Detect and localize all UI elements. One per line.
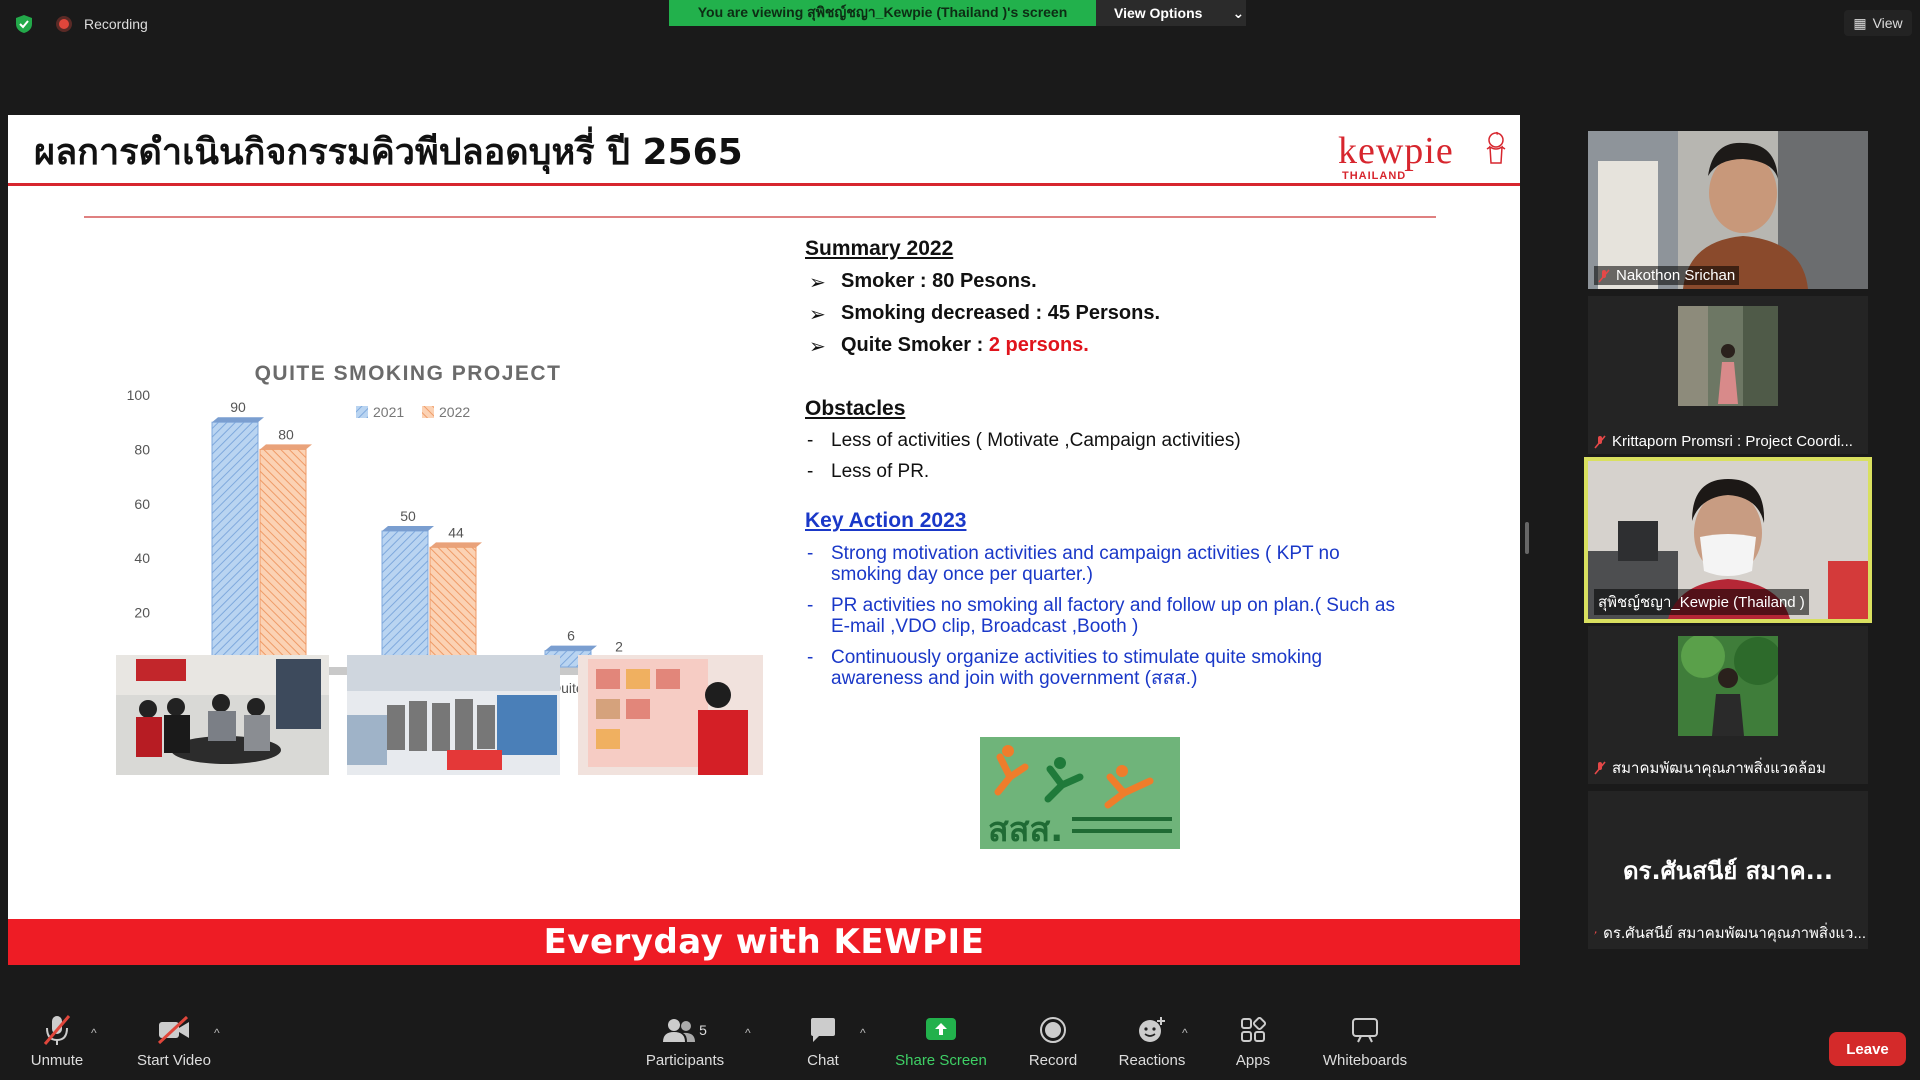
bar-value-label: 90 xyxy=(230,399,246,416)
bar-top-2021 xyxy=(382,526,434,531)
muted-mic-icon xyxy=(1594,435,1606,449)
whiteboard-icon xyxy=(1351,1017,1379,1043)
y-axis xyxy=(127,387,151,675)
content-divider xyxy=(84,216,1436,218)
bar-2021 xyxy=(212,422,258,667)
bar-top-2021 xyxy=(545,646,597,651)
key-action-title: Key Action 2023 xyxy=(805,509,967,532)
view-options-label: View Options xyxy=(1114,5,1203,21)
key-action-item: - Strong motivation activities and campaign activities ( KPT no smoking day once per quarter.) xyxy=(807,543,1340,585)
bar-value-label: 80 xyxy=(278,426,294,443)
summary-panel xyxy=(805,237,1485,689)
bar-2022 xyxy=(260,449,306,667)
key-action-item: - Continuously organize activities to stimulate quite smoking awareness and join with government (สสส.) xyxy=(807,647,1323,689)
security-shield-icon[interactable] xyxy=(14,14,34,34)
summary-value: 2 persons. xyxy=(988,334,1089,356)
participant-name: สมาคมพัฒนาคุณภาพสิ่งแวดล้อม xyxy=(1594,756,1826,780)
chart-bars xyxy=(212,399,645,667)
panel-resize-handle[interactable] xyxy=(1525,522,1529,554)
participant-tile[interactable] xyxy=(1588,791,1868,949)
record-icon xyxy=(1039,1016,1067,1044)
kewpie-doll-icon xyxy=(1485,131,1507,165)
bar-value-label: 50 xyxy=(400,508,416,524)
bar-value-label: 44 xyxy=(448,524,464,541)
photo-booth-visit xyxy=(347,655,560,775)
view-label: View xyxy=(1872,15,1903,31)
legend-label: 2021 xyxy=(373,404,405,420)
bar-top-2022 xyxy=(430,542,482,547)
x-tick-label: Quite xyxy=(550,680,584,696)
muted-mic-icon xyxy=(1594,926,1597,940)
arrow-bullet-icon: ➢ xyxy=(809,272,826,294)
reactions-caret-icon[interactable]: ^ xyxy=(1182,1026,1188,1040)
record-label: Record xyxy=(1028,1052,1078,1069)
participant-avatar xyxy=(1678,636,1778,736)
slide-title-thai: ผลการดำเนินกิจกรรมคิวพีปลอดบุหรี่ ปี xyxy=(34,132,643,173)
slide-title xyxy=(34,123,743,180)
summary-label: Smoker : xyxy=(841,270,933,292)
y-tick-label: 20 xyxy=(134,604,150,621)
participants-count: 5 xyxy=(699,1022,707,1038)
start-video-label: Start Video xyxy=(137,1052,211,1069)
y-tick-label: 60 xyxy=(134,495,150,512)
summary-item-smoker xyxy=(805,270,1485,293)
bar-value-label: 2 xyxy=(615,638,623,655)
obstacle-text: Less of PR. xyxy=(831,461,930,482)
leave-button[interactable]: Leave xyxy=(1829,1032,1906,1066)
legend-label: 2022 xyxy=(439,404,471,420)
recording-icon[interactable] xyxy=(56,16,72,32)
y-tick-label: 100 xyxy=(126,387,150,403)
participant-name: สุพิชญ์ชญา_Kewpie (Thailand ) xyxy=(1594,589,1809,615)
participants-button[interactable] xyxy=(643,1012,727,1080)
bar-2021 xyxy=(382,531,428,667)
participants-label: Participants xyxy=(645,1052,725,1069)
kewpie-logo xyxy=(1338,129,1508,185)
photo-poster-board xyxy=(578,655,763,775)
muted-mic-icon xyxy=(1594,761,1606,775)
audio-options-caret-icon[interactable]: ^ xyxy=(91,1026,97,1040)
bar-2022 xyxy=(430,547,476,667)
chevron-down-icon: ⌄ xyxy=(1232,4,1245,21)
muted-mic-icon xyxy=(42,1014,72,1046)
participants-caret-icon[interactable]: ^ xyxy=(745,1026,751,1040)
recording-label: Recording xyxy=(84,16,148,32)
participant-display-name: ดร.ศันสนีย์ สมาค... xyxy=(1622,857,1834,885)
thaihealth-logo xyxy=(980,737,1180,849)
summary-value: 80 Pesons. xyxy=(932,270,1037,292)
logo-subtitle: THAILAND xyxy=(1342,170,1407,182)
share-screen-button[interactable] xyxy=(893,1012,989,1080)
obstacle-text: Less of activities ( Motivate ,Campaign activities) xyxy=(831,430,1241,451)
participant-name: ดร.ศันสนีย์ สมาคมพัฒนาคุณภาพสิ่งแว... xyxy=(1594,921,1866,945)
legend-swatch xyxy=(422,406,434,418)
photo-meeting xyxy=(116,655,329,775)
meeting-top-bar xyxy=(0,0,1920,48)
start-video-button[interactable] xyxy=(133,1012,215,1080)
whiteboards-button[interactable] xyxy=(1317,1012,1413,1080)
reactions-icon xyxy=(1137,1016,1167,1044)
reactions-button[interactable] xyxy=(1120,1012,1184,1080)
obstacles-title: Obstacles xyxy=(805,397,906,420)
chart-title: QUITE SMOKING PROJECT xyxy=(254,362,562,385)
summary-value: 45 Persons. xyxy=(1047,302,1161,324)
chat-caret-icon[interactable]: ^ xyxy=(860,1026,866,1040)
reactions-label: Reactions xyxy=(1118,1052,1186,1069)
share-screen-icon xyxy=(926,1018,956,1042)
shared-screen-slide xyxy=(8,115,1520,965)
apps-label: Apps xyxy=(1235,1052,1271,1069)
participant-tile-active-speaker[interactable] xyxy=(1588,461,1868,619)
summary-label: Quite Smoker : xyxy=(841,334,989,356)
muted-mic-icon xyxy=(1598,269,1610,283)
obstacle-item: - Less of activities ( Motivate ,Campaign activities) xyxy=(807,430,1241,451)
key-action-text: Continuously organize activities to stimulate quite smoking awareness and join with government (สสส.) xyxy=(831,647,1323,689)
bar-top-2021 xyxy=(212,417,264,422)
key-action-text: PR activities no smoking all factory and follow up on plan.( Such as E-mail ,VDO clip, Broadcast ,Booth ) xyxy=(831,595,1395,637)
video-off-icon xyxy=(157,1016,191,1044)
view-options-button[interactable] xyxy=(1096,0,1246,26)
sss-logo-text: สสส. xyxy=(988,810,1064,849)
record-button[interactable] xyxy=(1025,1012,1081,1080)
key-action-item: - PR activities no smoking all factory and follow up on plan.( Such as E-mail ,VDO clip, Broadcast ,Booth ) xyxy=(807,595,1395,637)
participant-tile[interactable] xyxy=(1588,296,1868,454)
obstacle-item: - Less of PR. xyxy=(807,461,930,482)
apps-button[interactable] xyxy=(1230,1012,1276,1080)
bar-value-label: 6 xyxy=(567,627,575,644)
y-tick-label: 40 xyxy=(134,550,150,567)
key-action-text: Strong motivation activities and campaign activities ( KPT no smoking day once per quarter.) xyxy=(831,543,1340,585)
unmute-button[interactable] xyxy=(22,1012,92,1080)
participant-tile[interactable] xyxy=(1588,626,1868,784)
chat-button[interactable] xyxy=(800,1012,846,1080)
participant-avatar xyxy=(1678,306,1778,406)
bar-top-2022 xyxy=(260,444,312,449)
slide-footer-banner: Everyday with KEWPIE xyxy=(8,919,1520,965)
share-screen-label: Share Screen xyxy=(895,1052,987,1069)
participants-icon xyxy=(663,1018,695,1042)
logo-wordmark: kewpie xyxy=(1338,130,1454,172)
chart-legend xyxy=(356,404,470,420)
summary-title: Summary 2022 xyxy=(805,237,954,260)
summary-item-decreased xyxy=(805,302,1485,325)
viewing-screen-banner: You are viewing สุพิชญ์ชญา_Kewpie (Thailand )'s screen xyxy=(669,0,1096,26)
participant-tile[interactable] xyxy=(1588,131,1868,289)
video-options-caret-icon[interactable]: ^ xyxy=(214,1026,220,1040)
quit-smoking-chart xyxy=(108,235,708,705)
arrow-bullet-icon: ➢ xyxy=(809,336,826,358)
unmute-label: Unmute xyxy=(30,1052,84,1069)
grid-view-icon: ▦ xyxy=(1853,14,1867,31)
arrow-bullet-icon: ➢ xyxy=(809,304,826,326)
title-divider xyxy=(8,183,1520,186)
apps-icon xyxy=(1240,1017,1266,1043)
summary-item-quit xyxy=(805,334,1485,357)
view-button[interactable] xyxy=(1844,10,1912,36)
legend-swatch xyxy=(356,406,368,418)
participant-name: Nakothon Srichan xyxy=(1594,266,1739,285)
chat-icon xyxy=(809,1017,837,1043)
summary-label: Smoking decreased : xyxy=(841,302,1048,324)
participant-name: Krittaporn Promsri : Project Coordi... xyxy=(1594,433,1853,450)
meeting-toolbar xyxy=(0,1012,1920,1080)
chat-label: Chat xyxy=(807,1052,839,1069)
whiteboards-label: Whiteboards xyxy=(1322,1052,1408,1069)
y-tick-label: 80 xyxy=(134,441,150,458)
slide-title-year: 2565 xyxy=(642,132,743,173)
